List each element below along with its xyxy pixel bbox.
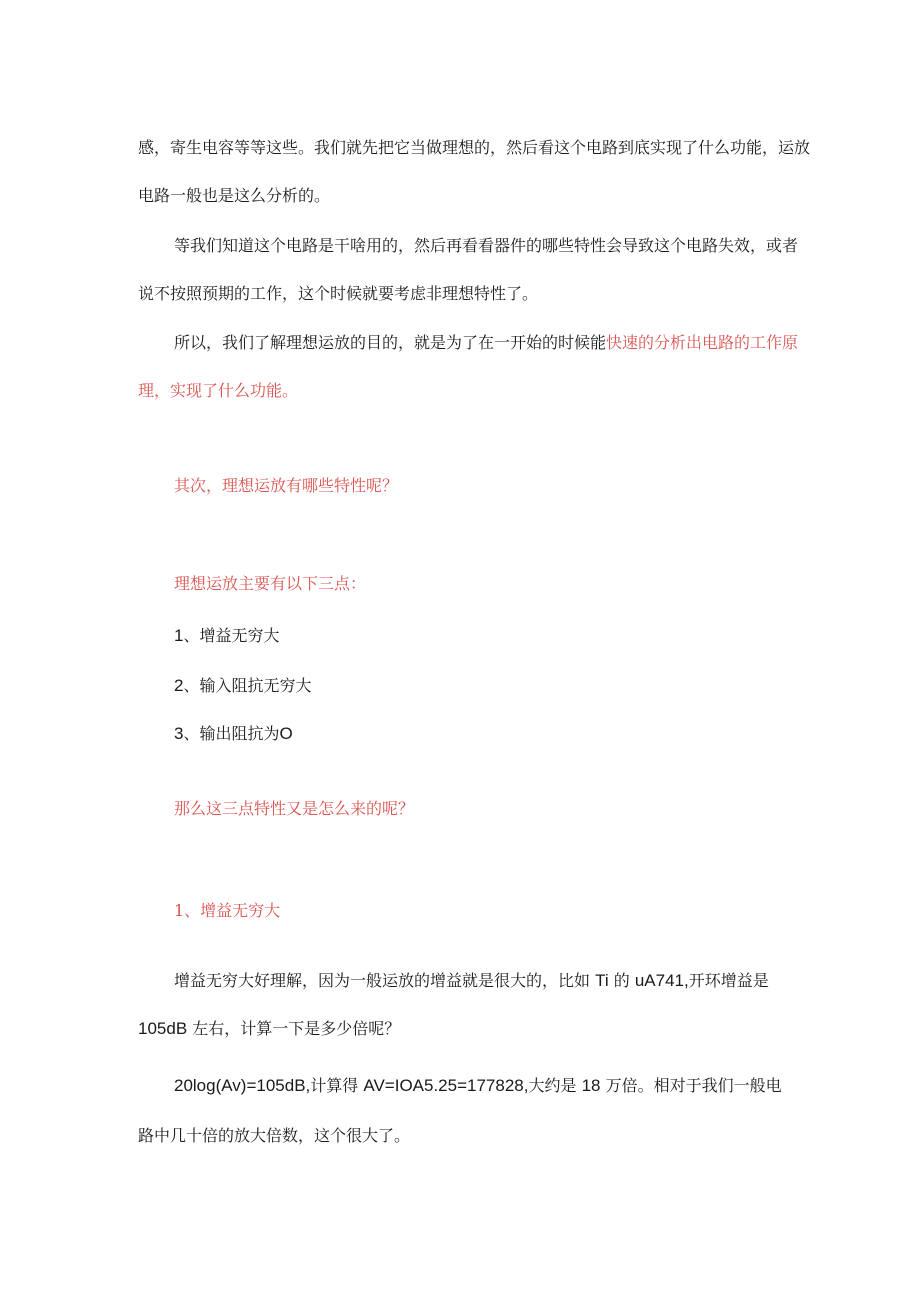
heading-text: 其次，理想运放有哪些特性呢？: [174, 476, 399, 495]
text: 所以，我们了解理想运放的目的，就是为了在一开始的时候能: [174, 333, 607, 352]
list-number: 3: [174, 724, 184, 743]
paragraph-line: [174, 236, 798, 256]
question-heading: [174, 574, 366, 594]
list-number: 1: [174, 626, 184, 645]
paragraph-line: [138, 186, 330, 206]
text: 左右，计算一下是多少倍呢？: [192, 1019, 401, 1038]
list-text: 、增益无穷大: [183, 626, 280, 645]
highlighted-text: 理，实现了什么功能。: [138, 381, 299, 400]
text: 大约是: [528, 1076, 577, 1095]
formula-text: 20log(Av)=105dB,: [174, 1076, 311, 1095]
question-heading: [174, 476, 398, 496]
list-item: [174, 676, 311, 696]
list-item: [174, 724, 293, 744]
formula-text: AV=IOA5.25=177828,: [363, 1076, 529, 1095]
list-suffix: O: [279, 724, 293, 743]
paragraph-line: [138, 1019, 400, 1039]
text: 的: [613, 971, 630, 990]
paragraph-line: [138, 138, 810, 158]
question-heading: [174, 799, 414, 819]
list-text: 、输出阻抗为: [183, 724, 280, 743]
text: 电路一般也是这么分析的。: [138, 186, 331, 205]
paragraph-line: [138, 381, 298, 401]
paragraph-line: [138, 1126, 410, 1146]
paragraph-line: [174, 333, 798, 353]
brand-text: Ti: [595, 971, 609, 990]
paragraph-line: [174, 971, 769, 991]
list-number: 2: [174, 676, 184, 695]
text: 万倍。相对于我们一般电: [605, 1076, 782, 1095]
heading-text: 理想运放主要有以下三点：: [174, 574, 367, 593]
text: 增益无穷大好理解，因为一般运放的增益就是很大的，比如: [174, 971, 591, 990]
highlighted-text: 快速的分析出电路的工作原: [606, 333, 799, 352]
list-text: 、输入阻抗无穷大: [183, 676, 312, 695]
text: 计算得: [310, 1076, 359, 1095]
text: 说不按照预期的工作，这个时候就要考虑非理想特性了。: [138, 284, 539, 303]
number-text: 18: [581, 1076, 601, 1095]
text: 感，寄生电容等等这些。我们就先把它当做理想的，然后看这个电路到底实现了什么功能，运放: [138, 138, 811, 157]
text: 开环增益是: [688, 971, 769, 990]
text: 路中几十倍的放大倍数，这个很大了。: [138, 1126, 411, 1145]
value-text: 105dB: [138, 1019, 188, 1038]
paragraph-line: [174, 1076, 782, 1096]
heading-text: 1、增益无穷大: [174, 901, 281, 920]
model-text: uA741,: [634, 971, 689, 990]
list-item: [174, 626, 279, 646]
text: 等我们知道这个电路是干啥用的，然后再看看器件的哪些特性会导致这个电路失效，或者: [174, 236, 799, 255]
heading-text: 那么这三点特性又是怎么来的呢？: [174, 799, 415, 818]
section-heading: [174, 901, 280, 921]
paragraph-line: [138, 284, 538, 304]
